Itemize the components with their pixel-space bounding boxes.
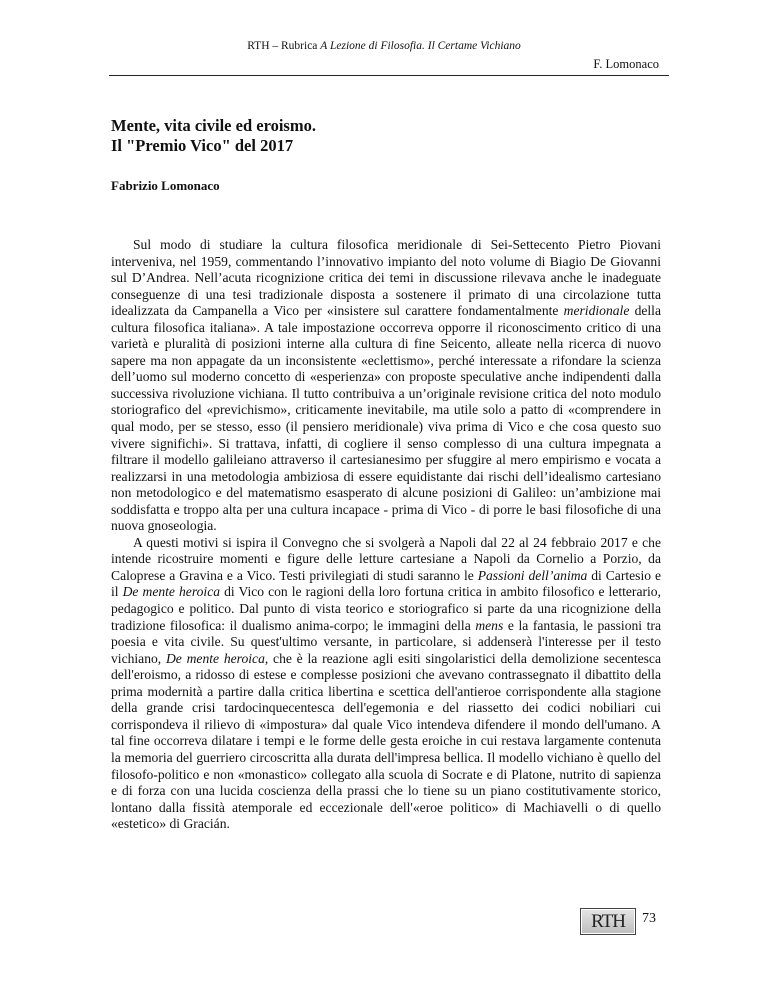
text-run: e la fantasia, le passioni tra poesia e vita civile. Su quest'ultimo versante, in particolare, si addenserà l'interesse per il testo vichiano, — [111, 617, 661, 666]
header-divider — [109, 75, 669, 76]
italic-run: De mente heroica — [165, 650, 265, 666]
paragraph — [111, 535, 661, 833]
text-run: , che è la reazione agli esiti singolaristici della demolizione secentesca dell'eroismo, a ridosso di estese e complesse posizioni che avevano contrassegnato il dibattito della prima modernità a partire dalla critica libertina e scettica dell'antieroe corrispondente alla stagione della grande crisi tardocinquecentesca dell'egemonia e del riassetto dei codici nobiliari cui corrispondeva il rilievo di «impostura» dal quale Vico intendeva difendere il mondo dell'umano. A tal fine occorreva dilatare i tempi e le forme delle gesta eroiche in cui restava largamente contenuta la memoria del guerriero circoscritta alla durata dell'impresa bellica. Il modello vichiano è quello del filosofo-politico e non «monastico» collegato alla scuola di Socrate e di Platone, nutrito di sapienza e di forza con una lucida coscienza della prassi che lo tiene su un piano costitutivamente storico, lontano dalla fissità atemporale ed eccezionale dell'«eroe politico» di Machiavelli o di quello «estetico» di Gracián. — [111, 650, 661, 832]
header-rubric: A Lezione di Filosofia. Il Certame Vichiano — [320, 40, 521, 52]
text-run: di Cartesio e il — [111, 567, 661, 600]
italic-run: De mente heroica — [122, 584, 221, 600]
italic-run: mens — [475, 617, 504, 633]
header-prefix: RTH – Rubrica — [247, 40, 321, 52]
title-line-1: Mente, vita civile ed eroismo. — [111, 116, 316, 135]
paragraph — [111, 237, 661, 535]
text-run: di Vico con le ragioni della loro fortuna critica in ambito filosofico e letterario, pedagogico e politico. Dal punto di vista teorico e storiografico si parte da una ricognizione della tradizione filosofica: il dualismo anima-corpo; le immagini della — [111, 584, 661, 633]
text-run: Sul modo di studiare la cultura filosofica meridionale di Sei-Settecento Pietro Piovani interveniva, nel 1959, commentando l’innovativo impianto del noto volume di Biagio De Giovanni sul D’Andrea. Nell’acuta ricognizione critica dei temi in discussione rilevava anche le inadeguate conseguenze di una tesi tradizionale disposta a sostenere il primato di una circolazione tutta idealizzata da Campanella a Vico per «insistere sul carattere fondamentalmente — [111, 237, 661, 319]
article-title — [111, 116, 316, 156]
text-run: della cultura filosofica italiana». A tale impostazione occorreva opporre il riconoscimento critico di una varietà e pluralità di posizioni interne alla cultura di fine Seicento, alleate nella ricerca di nuovo sapere ma non appagate da un inconsistente «eclettismo», perché interessate a rifondare la scienza dell’uomo sul moderno concetto di «esperienza» con proposte speculative anche indipendenti dalla successiva rivoluzione vichiana. Il tutto contribuiva a un’originale revisione critica del noto modulo storiografico del «previchismo», criticamente inevitabile, ma utile solo a patto di «comprendere in qual modo, per se stesso, esso (il pensiero meridionale) viva prima di Vico e che cosa questo suo vivere significhi». Si trattava, infatti, di cogliere il senso complesso di una cultura impegnata a filtrare il modello galileiano attraverso il cartesianesimo per sfuggire al mero empirismo e vocata a realizzarsi in una metodologia ambiziosa di essere equidistante dai rischi dell’idealismo cartesiano non metodologico e del matematismo esasperato di alcune posizioni di Galileo: un’ambizione mai soddisfatta e troppo alta per una cultura incapace - prima di Vico - di porre le basi filosofiche di una nuova gnoseologia. — [111, 303, 661, 534]
header-author: F. Lomonaco — [593, 57, 659, 71]
italic-run: Passioni dell’anima — [477, 567, 588, 583]
article-author: Fabrizio Lomonaco — [111, 178, 220, 193]
rth-logo: RTH — [580, 908, 636, 935]
running-header — [0, 40, 768, 52]
article-body — [111, 237, 661, 833]
title-line-2: Il "Premio Vico" del 2017 — [111, 136, 294, 155]
page-number: 73 — [642, 911, 656, 926]
text-run: A questi motivi si ispira il Convegno che si svolgerà a Napoli dal 22 al 24 febbraio 2017 e che intende ricostruire momenti e figure delle letture cartesiane a Napoli da Cornelio a Porzio, da Caloprese a Gravina e a Vico. Testi privilegiati di studi saranno le — [111, 534, 661, 583]
italic-run: meridionale — [563, 303, 630, 319]
